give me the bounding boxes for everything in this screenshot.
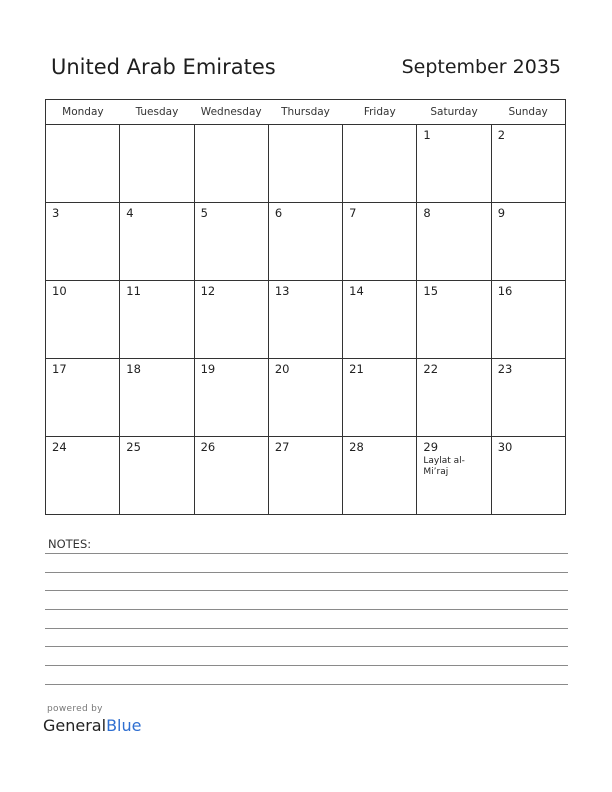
week-row xyxy=(46,359,566,437)
week-row xyxy=(46,203,566,281)
day-number: 23 xyxy=(497,362,513,376)
weekday-header: Sunday xyxy=(491,100,565,125)
day-cell xyxy=(46,281,120,359)
weekday-header: Friday xyxy=(343,100,417,125)
notes-line xyxy=(45,590,568,591)
notes-line xyxy=(45,628,568,629)
notes-line xyxy=(45,684,568,685)
day-cell xyxy=(417,281,491,359)
day-number: 6 xyxy=(274,206,283,220)
day-cell xyxy=(343,359,417,437)
country-title: United Arab Emirates xyxy=(51,55,276,79)
day-number: 26 xyxy=(200,440,216,454)
brand-general: General xyxy=(43,716,107,735)
day-cell xyxy=(194,203,268,281)
day-cell xyxy=(491,359,565,437)
day-cell xyxy=(120,125,194,203)
day-cell xyxy=(194,281,268,359)
day-number: 16 xyxy=(497,284,513,298)
day-cell xyxy=(417,125,491,203)
notes-line xyxy=(45,646,568,647)
day-cell xyxy=(343,437,417,515)
day-number: 19 xyxy=(200,362,216,376)
day-number: 7 xyxy=(349,206,357,220)
day-number: 29 xyxy=(423,440,439,454)
day-cell xyxy=(268,125,342,203)
day-cell xyxy=(268,281,342,359)
day-number: 22 xyxy=(423,362,439,376)
day-number: 17 xyxy=(52,362,67,376)
day-cell xyxy=(268,437,342,515)
week-row xyxy=(46,437,566,515)
day-cell xyxy=(194,437,268,515)
day-cell xyxy=(417,203,491,281)
day-cell xyxy=(46,359,120,437)
day-cell xyxy=(491,203,565,281)
day-number: 3 xyxy=(52,206,60,220)
day-cell xyxy=(120,281,194,359)
day-cell xyxy=(120,437,194,515)
day-number: 11 xyxy=(126,284,141,298)
weekday-header: Tuesday xyxy=(120,100,194,125)
day-cell xyxy=(46,203,120,281)
day-number: 30 xyxy=(497,440,513,454)
day-number: 13 xyxy=(274,284,290,298)
month-year-title: September 2035 xyxy=(401,56,561,78)
day-number: 2 xyxy=(497,128,506,142)
day-number: 14 xyxy=(349,284,364,298)
day-cell xyxy=(491,437,565,515)
day-number: 18 xyxy=(126,362,141,376)
weekday-header-row xyxy=(46,100,566,125)
day-cell xyxy=(343,125,417,203)
brand-logo xyxy=(43,716,141,735)
day-number: 24 xyxy=(52,440,67,454)
notes-line xyxy=(45,553,568,554)
day-number: 28 xyxy=(349,440,364,454)
day-number: 9 xyxy=(497,206,506,220)
day-number: 27 xyxy=(274,440,290,454)
notes-line xyxy=(45,665,568,666)
day-cell xyxy=(268,359,342,437)
powered-by-text: powered by xyxy=(47,704,103,714)
notes-line xyxy=(45,609,568,610)
calendar-grid xyxy=(45,99,566,515)
day-number: 12 xyxy=(200,284,216,298)
day-cell xyxy=(194,125,268,203)
day-number: 1 xyxy=(423,128,431,142)
day-cell xyxy=(194,359,268,437)
notes-label: NOTES: xyxy=(48,537,92,551)
day-cell xyxy=(343,203,417,281)
weekday-header: Thursday xyxy=(268,100,342,125)
weekday-header: Monday xyxy=(46,100,120,125)
day-number: 5 xyxy=(200,206,208,220)
day-cell xyxy=(46,125,120,203)
day-cell xyxy=(491,281,565,359)
brand-blue: Blue xyxy=(106,716,142,735)
week-row xyxy=(46,281,566,359)
week-row xyxy=(46,125,566,203)
day-cell xyxy=(268,203,342,281)
weekday-header: Saturday xyxy=(417,100,491,125)
notes-line xyxy=(45,572,568,573)
day-number: 25 xyxy=(126,440,141,454)
day-number: 4 xyxy=(126,206,134,220)
day-cell xyxy=(46,437,120,515)
day-number: 15 xyxy=(423,284,439,298)
holiday-label: Laylat al-Mi’raj xyxy=(423,456,465,477)
day-cell xyxy=(491,125,565,203)
day-cell xyxy=(120,203,194,281)
day-number: 21 xyxy=(349,362,364,376)
day-number: 10 xyxy=(52,284,67,298)
day-number: 20 xyxy=(274,362,290,376)
weekday-header: Wednesday xyxy=(194,100,268,125)
day-cell xyxy=(343,281,417,359)
day-cell xyxy=(417,359,491,437)
day-number: 8 xyxy=(423,206,431,220)
day-cell xyxy=(417,437,491,515)
day-cell xyxy=(120,359,194,437)
